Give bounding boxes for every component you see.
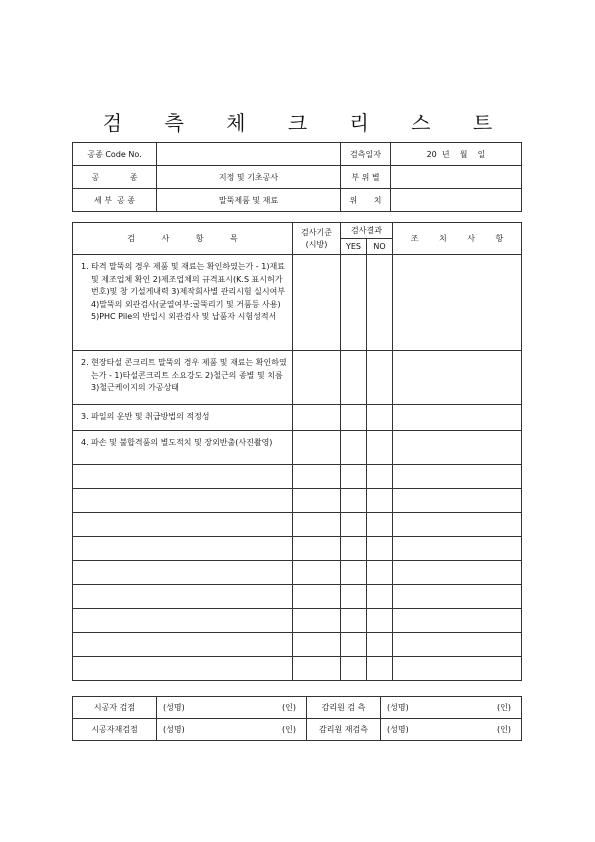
location-label: 위 치 [341,189,391,212]
no-cell[interactable] [367,489,393,513]
yes-cell[interactable] [341,513,367,537]
no-cell[interactable] [367,465,393,489]
standard-cell[interactable] [293,585,341,609]
table-row [73,255,522,351]
inspection-item [73,351,293,405]
no-cell[interactable] [367,633,393,657]
table-row [73,561,522,585]
col-item-header: 검 사 항 목 [73,223,293,255]
table-row [73,657,522,681]
date-value[interactable]: 20 년 월 일 [391,143,522,166]
contractor-re-seal-text: (인) [282,725,296,734]
supervisor-signature[interactable] [381,697,522,719]
yes-cell[interactable] [341,255,367,351]
yes-cell[interactable] [341,431,367,465]
standard-cell[interactable] [293,431,341,465]
inspection-item [73,657,293,681]
inspection-item [73,465,293,489]
supervisor-seal-text: (인) [497,703,511,712]
supervisor-re-signature[interactable] [381,719,522,741]
no-cell[interactable] [367,609,393,633]
code-label: 공종 Code No. [73,143,157,166]
inspection-item [73,255,293,351]
standard-cell[interactable] [293,609,341,633]
table-row [73,585,522,609]
yes-cell[interactable] [341,657,367,681]
standard-cell[interactable] [293,405,341,431]
standard-cell[interactable] [293,537,341,561]
contractor-re-label: 시공자재검점 [73,719,157,741]
action-cell[interactable] [393,489,522,513]
action-cell[interactable] [393,405,522,431]
action-cell[interactable] [393,255,522,351]
part-label: 부 위 별 [341,166,391,189]
no-cell[interactable] [367,405,393,431]
inspection-item-text: 3. 파일의 운반 및 취급방법의 적정성 [81,412,210,421]
location-value[interactable] [391,189,522,212]
action-cell[interactable] [393,609,522,633]
yes-cell[interactable] [341,633,367,657]
table-row [73,351,522,405]
detail-value[interactable]: 말뚝제품 및 재료 [157,189,341,212]
no-cell[interactable] [367,513,393,537]
no-cell[interactable] [367,585,393,609]
col-yes-header: YES [341,239,367,255]
yes-cell[interactable] [341,609,367,633]
inspection-item [73,561,293,585]
action-cell[interactable] [393,465,522,489]
no-cell[interactable] [367,657,393,681]
table-row [73,633,522,657]
contractor-signature[interactable] [157,697,307,719]
contractor-seal-text: (인) [282,703,296,712]
yes-cell[interactable] [341,537,367,561]
col-no-header: NO [367,239,393,255]
page-title: 검 측 체 크 리 스 트 [102,111,511,135]
work-label: 공 종 [73,166,157,189]
table-row [73,465,522,489]
code-value[interactable] [157,143,341,166]
table-row [73,489,522,513]
supervisor-label: 감리원 검 측 [307,697,381,719]
col-standard-header: 검사기준 (시방) [293,223,341,255]
inspection-item [73,513,293,537]
yes-cell[interactable] [341,405,367,431]
supervisor-re-label: 감리원 재검측 [307,719,381,741]
inspection-item [73,405,293,431]
col-action-header: 조 치 사 항 [393,223,522,255]
standard-cell[interactable] [293,633,341,657]
supervisor-re-seal-text: (인) [497,725,511,734]
inspection-item [73,537,293,561]
inspection-item-text: 1. 타격 말뚝의 경우 제품 및 재료는 확인하였는가 - 1)재료 및 제조업체 확인 2)제조업체의 규격표시(K.S 표시허가번호)및 창 기설게내력 3)제작회사별 관리시험 실시여부 4)말뚝의 외관검사(균열여부:굴뚝리기 및 거품등 사용) 5)PHC Pile의 반입시 외관검사 및 납품자 시험성적서 [81,262,286,321]
action-cell[interactable] [393,633,522,657]
no-cell[interactable] [367,537,393,561]
inspection-table [72,222,522,681]
yes-cell[interactable] [341,489,367,513]
standard-cell[interactable] [293,351,341,405]
inspection-item [73,609,293,633]
work-value[interactable]: 지정 및 기초공사 [157,166,341,189]
action-cell[interactable] [393,585,522,609]
inspection-item [73,633,293,657]
inspection-item-text: 4. 파손 및 불합격품의 별도적치 및 장외반출(사진촬영) [81,438,273,447]
inspection-item-text: 2. 현장타설 콘크리트 말뚝의 경우 제품 및 재료는 확인하였는가 - 1)타설콘크리트 소요강도 2)철근의 종별 및 치름 3)철근케이지의 가공상태 [81,358,287,392]
contractor-re-signature[interactable] [157,719,307,741]
inspection-item [73,489,293,513]
table-row [73,405,522,431]
action-cell[interactable] [393,431,522,465]
no-cell[interactable] [367,351,393,405]
no-cell[interactable] [367,561,393,585]
yes-cell[interactable] [341,585,367,609]
standard-cell[interactable] [293,255,341,351]
standard-cell[interactable] [293,561,341,585]
contractor-re-name-text: (성명) [163,725,185,734]
action-cell[interactable] [393,537,522,561]
inspection-item [73,585,293,609]
supervisor-name-text: (성명) [387,703,409,712]
standard-cell[interactable] [293,513,341,537]
inspection-item [73,431,293,465]
detail-label: 세 부 공 종 [73,189,157,212]
yes-cell[interactable] [341,351,367,405]
table-row [73,609,522,633]
table-row [73,513,522,537]
action-cell[interactable] [393,513,522,537]
table-row [73,537,522,561]
supervisor-re-name-text: (성명) [387,725,409,734]
action-cell[interactable] [393,561,522,585]
contractor-label: 시공자 검점 [73,697,157,719]
action-cell[interactable] [393,351,522,405]
signature-table [72,696,522,741]
standard-cell[interactable] [293,465,341,489]
part-value[interactable] [391,166,522,189]
contractor-name-text: (성명) [163,703,185,712]
yes-cell[interactable] [341,561,367,585]
table-row [73,431,522,465]
no-cell[interactable] [367,255,393,351]
info-table [72,142,522,212]
standard-cell[interactable] [293,489,341,513]
action-cell[interactable] [393,657,522,681]
yes-cell[interactable] [341,465,367,489]
standard-cell[interactable] [293,657,341,681]
col-result-header: 검사결과 [341,223,393,239]
date-label: 검측일자 [341,143,391,166]
no-cell[interactable] [367,431,393,465]
